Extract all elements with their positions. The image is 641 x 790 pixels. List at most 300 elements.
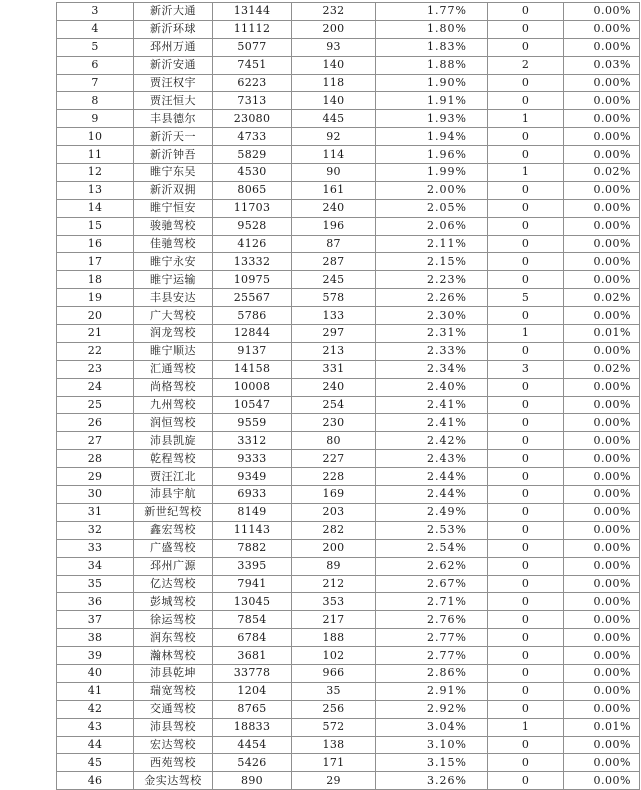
rank-cell: 44	[57, 736, 134, 754]
table-row	[57, 557, 640, 575]
table-row	[57, 199, 640, 217]
school-name-cell: 徐运驾校	[134, 611, 213, 629]
incident-cell: 0	[488, 92, 564, 110]
rate-cell: 2.44%	[376, 468, 488, 486]
count-cell: 196	[292, 217, 376, 235]
incident-cell: 0	[488, 629, 564, 647]
count-cell: 203	[292, 503, 376, 521]
total-cell: 6784	[213, 629, 292, 647]
incident-rate-cell: 0.00%	[564, 3, 640, 21]
total-cell: 4126	[213, 235, 292, 253]
incident-cell: 0	[488, 307, 564, 325]
count-cell: 572	[292, 718, 376, 736]
incident-cell: 0	[488, 503, 564, 521]
incident-cell: 5	[488, 289, 564, 307]
incident-rate-cell: 0.00%	[564, 92, 640, 110]
total-cell: 8065	[213, 181, 292, 199]
rank-cell: 3	[57, 3, 134, 21]
incident-cell: 0	[488, 235, 564, 253]
total-cell: 1204	[213, 682, 292, 700]
incident-cell: 0	[488, 396, 564, 414]
incident-rate-cell: 0.00%	[564, 629, 640, 647]
count-cell: 35	[292, 682, 376, 700]
incident-rate-cell: 0.00%	[564, 342, 640, 360]
rate-cell: 2.33%	[376, 342, 488, 360]
incident-cell: 0	[488, 253, 564, 271]
table-row	[57, 164, 640, 182]
rank-cell: 11	[57, 146, 134, 164]
school-name-cell: 宏达驾校	[134, 736, 213, 754]
rank-cell: 17	[57, 253, 134, 271]
rank-cell: 35	[57, 575, 134, 593]
incident-rate-cell: 0.00%	[564, 199, 640, 217]
rate-cell: 2.71%	[376, 593, 488, 611]
incident-rate-cell: 0.00%	[564, 217, 640, 235]
table-row	[57, 664, 640, 682]
rate-cell: 3.26%	[376, 772, 488, 790]
incident-rate-cell: 0.00%	[564, 700, 640, 718]
total-cell: 9333	[213, 450, 292, 468]
table-row	[57, 217, 640, 235]
table-body	[57, 3, 640, 790]
table-row	[57, 20, 640, 38]
incident-cell: 0	[488, 772, 564, 790]
rank-cell: 43	[57, 718, 134, 736]
school-name-cell: 交通驾校	[134, 700, 213, 718]
incident-cell: 0	[488, 3, 564, 21]
school-name-cell: 瑞宽驾校	[134, 682, 213, 700]
school-name-cell: 尚格驾校	[134, 378, 213, 396]
total-cell: 4733	[213, 128, 292, 146]
table-row	[57, 74, 640, 92]
total-cell: 3395	[213, 557, 292, 575]
incident-cell: 1	[488, 718, 564, 736]
rate-cell: 2.44%	[376, 486, 488, 504]
school-name-cell: 广盛驾校	[134, 539, 213, 557]
incident-rate-cell: 0.03%	[564, 56, 640, 74]
total-cell: 12844	[213, 325, 292, 343]
total-cell: 10008	[213, 378, 292, 396]
total-cell: 11112	[213, 20, 292, 38]
rank-cell: 30	[57, 486, 134, 504]
rank-cell: 8	[57, 92, 134, 110]
total-cell: 9349	[213, 468, 292, 486]
incident-rate-cell: 0.00%	[564, 181, 640, 199]
count-cell: 90	[292, 164, 376, 182]
incident-cell: 0	[488, 575, 564, 593]
school-name-cell: 彭城驾校	[134, 593, 213, 611]
rate-cell: 2.23%	[376, 271, 488, 289]
rank-cell: 33	[57, 539, 134, 557]
incident-cell: 1	[488, 110, 564, 128]
table-row	[57, 378, 640, 396]
school-name-cell: 润龙驾校	[134, 325, 213, 343]
incident-cell: 0	[488, 539, 564, 557]
total-cell: 5786	[213, 307, 292, 325]
count-cell: 133	[292, 307, 376, 325]
rate-cell: 1.77%	[376, 3, 488, 21]
incident-cell: 3	[488, 360, 564, 378]
school-name-cell: 新沂天一	[134, 128, 213, 146]
total-cell: 4454	[213, 736, 292, 754]
rate-cell: 1.83%	[376, 38, 488, 56]
rate-cell: 2.05%	[376, 199, 488, 217]
count-cell: 245	[292, 271, 376, 289]
rate-cell: 1.96%	[376, 146, 488, 164]
school-name-cell: 新沂双拥	[134, 181, 213, 199]
total-cell: 3312	[213, 432, 292, 450]
rank-cell: 25	[57, 396, 134, 414]
rate-cell: 2.91%	[376, 682, 488, 700]
rank-cell: 46	[57, 772, 134, 790]
incident-rate-cell: 0.00%	[564, 432, 640, 450]
count-cell: 29	[292, 772, 376, 790]
rank-cell: 16	[57, 235, 134, 253]
total-cell: 8765	[213, 700, 292, 718]
table-row	[57, 56, 640, 74]
count-cell: 169	[292, 486, 376, 504]
count-cell: 89	[292, 557, 376, 575]
incident-rate-cell: 0.00%	[564, 575, 640, 593]
incident-cell: 0	[488, 486, 564, 504]
incident-cell: 1	[488, 325, 564, 343]
rate-cell: 2.06%	[376, 217, 488, 235]
rate-cell: 3.04%	[376, 718, 488, 736]
school-name-cell: 丰县德尔	[134, 110, 213, 128]
incident-rate-cell: 0.00%	[564, 110, 640, 128]
incident-rate-cell: 0.00%	[564, 754, 640, 772]
school-name-cell: 丰县安达	[134, 289, 213, 307]
total-cell: 13144	[213, 3, 292, 21]
table-row	[57, 629, 640, 647]
school-name-cell: 邳州广源	[134, 557, 213, 575]
count-cell: 140	[292, 92, 376, 110]
total-cell: 9559	[213, 414, 292, 432]
count-cell: 578	[292, 289, 376, 307]
incident-cell: 0	[488, 74, 564, 92]
rank-cell: 39	[57, 647, 134, 665]
rate-cell: 2.00%	[376, 181, 488, 199]
incident-cell: 0	[488, 682, 564, 700]
rank-cell: 27	[57, 432, 134, 450]
school-name-cell: 贾汪恒大	[134, 92, 213, 110]
total-cell: 11703	[213, 199, 292, 217]
incident-cell: 0	[488, 432, 564, 450]
total-cell: 3681	[213, 647, 292, 665]
incident-rate-cell: 0.00%	[564, 235, 640, 253]
rate-cell: 1.99%	[376, 164, 488, 182]
incident-cell: 0	[488, 611, 564, 629]
table-row	[57, 307, 640, 325]
count-cell: 331	[292, 360, 376, 378]
rate-cell: 2.15%	[376, 253, 488, 271]
rate-cell: 3.10%	[376, 736, 488, 754]
rank-cell: 42	[57, 700, 134, 718]
table-row	[57, 468, 640, 486]
total-cell: 8149	[213, 503, 292, 521]
table-row	[57, 360, 640, 378]
table-row	[57, 718, 640, 736]
incident-rate-cell: 0.00%	[564, 396, 640, 414]
count-cell: 92	[292, 128, 376, 146]
rank-cell: 21	[57, 325, 134, 343]
incident-cell: 0	[488, 754, 564, 772]
total-cell: 10975	[213, 271, 292, 289]
school-name-cell: 沛县乾坤	[134, 664, 213, 682]
incident-cell: 0	[488, 271, 564, 289]
count-cell: 232	[292, 3, 376, 21]
rank-cell: 4	[57, 20, 134, 38]
school-name-cell: 西苑驾校	[134, 754, 213, 772]
rank-cell: 24	[57, 378, 134, 396]
table-row	[57, 575, 640, 593]
total-cell: 5829	[213, 146, 292, 164]
incident-rate-cell: 0.00%	[564, 772, 640, 790]
rank-cell: 12	[57, 164, 134, 182]
school-name-cell: 瀚林驾校	[134, 647, 213, 665]
incident-cell: 0	[488, 38, 564, 56]
rank-cell: 20	[57, 307, 134, 325]
table-row	[57, 736, 640, 754]
table-row	[57, 611, 640, 629]
count-cell: 353	[292, 593, 376, 611]
incident-rate-cell: 0.00%	[564, 271, 640, 289]
school-name-cell: 骏驰驾校	[134, 217, 213, 235]
incident-rate-cell: 0.00%	[564, 307, 640, 325]
rate-cell: 2.41%	[376, 396, 488, 414]
total-cell: 6933	[213, 486, 292, 504]
total-cell: 4530	[213, 164, 292, 182]
total-cell: 5426	[213, 754, 292, 772]
incident-rate-cell: 0.02%	[564, 289, 640, 307]
incident-rate-cell: 0.00%	[564, 682, 640, 700]
rank-cell: 45	[57, 754, 134, 772]
school-name-cell: 邳州万通	[134, 38, 213, 56]
total-cell: 23080	[213, 110, 292, 128]
school-name-cell: 润东驾校	[134, 629, 213, 647]
count-cell: 200	[292, 539, 376, 557]
school-name-cell: 沛县凯旋	[134, 432, 213, 450]
count-cell: 287	[292, 253, 376, 271]
table-row	[57, 450, 640, 468]
total-cell: 25567	[213, 289, 292, 307]
incident-rate-cell: 0.00%	[564, 611, 640, 629]
incident-rate-cell: 0.00%	[564, 253, 640, 271]
school-name-cell: 睢宁东吴	[134, 164, 213, 182]
table-row	[57, 289, 640, 307]
total-cell: 13332	[213, 253, 292, 271]
count-cell: 213	[292, 342, 376, 360]
incident-rate-cell: 0.00%	[564, 74, 640, 92]
rate-cell: 2.62%	[376, 557, 488, 575]
total-cell: 890	[213, 772, 292, 790]
total-cell: 9528	[213, 217, 292, 235]
rate-cell: 1.91%	[376, 92, 488, 110]
incident-rate-cell: 0.00%	[564, 468, 640, 486]
rank-cell: 41	[57, 682, 134, 700]
table-row	[57, 3, 640, 21]
rank-cell: 5	[57, 38, 134, 56]
rank-cell: 31	[57, 503, 134, 521]
school-name-cell: 金实达驾校	[134, 772, 213, 790]
incident-cell: 0	[488, 378, 564, 396]
count-cell: 240	[292, 199, 376, 217]
total-cell: 33778	[213, 664, 292, 682]
table-row	[57, 146, 640, 164]
driving-school-stats-table	[56, 2, 640, 790]
total-cell: 7854	[213, 611, 292, 629]
rate-cell: 2.92%	[376, 700, 488, 718]
total-cell: 7451	[213, 56, 292, 74]
table-row	[57, 539, 640, 557]
count-cell: 227	[292, 450, 376, 468]
rate-cell: 2.67%	[376, 575, 488, 593]
school-name-cell: 汇通驾校	[134, 360, 213, 378]
count-cell: 217	[292, 611, 376, 629]
table-row	[57, 486, 640, 504]
count-cell: 140	[292, 56, 376, 74]
school-name-cell: 新沂环球	[134, 20, 213, 38]
incident-rate-cell: 0.00%	[564, 521, 640, 539]
incident-rate-cell: 0.00%	[564, 539, 640, 557]
table-row	[57, 503, 640, 521]
table-row	[57, 128, 640, 146]
total-cell: 14158	[213, 360, 292, 378]
incident-cell: 0	[488, 664, 564, 682]
count-cell: 114	[292, 146, 376, 164]
count-cell: 161	[292, 181, 376, 199]
table-row	[57, 325, 640, 343]
incident-cell: 0	[488, 468, 564, 486]
incident-cell: 0	[488, 450, 564, 468]
table-row	[57, 700, 640, 718]
rank-cell: 23	[57, 360, 134, 378]
incident-cell: 0	[488, 736, 564, 754]
count-cell: 230	[292, 414, 376, 432]
incident-rate-cell: 0.00%	[564, 736, 640, 754]
rank-cell: 37	[57, 611, 134, 629]
school-name-cell: 佳驰驾校	[134, 235, 213, 253]
total-cell: 6223	[213, 74, 292, 92]
rank-cell: 40	[57, 664, 134, 682]
incident-rate-cell: 0.00%	[564, 414, 640, 432]
rank-cell: 13	[57, 181, 134, 199]
school-name-cell: 睢宁永安	[134, 253, 213, 271]
table-row	[57, 772, 640, 790]
total-cell: 7941	[213, 575, 292, 593]
table-row	[57, 682, 640, 700]
incident-rate-cell: 0.00%	[564, 146, 640, 164]
incident-rate-cell: 0.00%	[564, 647, 640, 665]
count-cell: 212	[292, 575, 376, 593]
rate-cell: 1.88%	[376, 56, 488, 74]
rate-cell: 2.77%	[376, 629, 488, 647]
total-cell: 13045	[213, 593, 292, 611]
count-cell: 102	[292, 647, 376, 665]
school-name-cell: 九州驾校	[134, 396, 213, 414]
count-cell: 966	[292, 664, 376, 682]
rate-cell: 2.77%	[376, 647, 488, 665]
incident-cell: 0	[488, 557, 564, 575]
table-row	[57, 414, 640, 432]
count-cell: 297	[292, 325, 376, 343]
rank-cell: 14	[57, 199, 134, 217]
count-cell: 256	[292, 700, 376, 718]
count-cell: 188	[292, 629, 376, 647]
table-row	[57, 754, 640, 772]
rate-cell: 2.42%	[376, 432, 488, 450]
table-row	[57, 521, 640, 539]
school-name-cell: 睢宁运输	[134, 271, 213, 289]
incident-cell: 0	[488, 414, 564, 432]
count-cell: 118	[292, 74, 376, 92]
incident-rate-cell: 0.00%	[564, 557, 640, 575]
school-name-cell: 广大驾校	[134, 307, 213, 325]
incident-cell: 1	[488, 164, 564, 182]
count-cell: 80	[292, 432, 376, 450]
rate-cell: 2.53%	[376, 521, 488, 539]
table-row	[57, 647, 640, 665]
rate-cell: 3.15%	[376, 754, 488, 772]
rate-cell: 2.34%	[376, 360, 488, 378]
school-name-cell: 新世纪驾校	[134, 503, 213, 521]
incident-rate-cell: 0.00%	[564, 503, 640, 521]
rate-cell: 2.40%	[376, 378, 488, 396]
incident-rate-cell: 0.02%	[564, 164, 640, 182]
rank-cell: 26	[57, 414, 134, 432]
rank-cell: 18	[57, 271, 134, 289]
count-cell: 240	[292, 378, 376, 396]
total-cell: 9137	[213, 342, 292, 360]
school-name-cell: 乾程驾校	[134, 450, 213, 468]
incident-cell: 2	[488, 56, 564, 74]
count-cell: 282	[292, 521, 376, 539]
count-cell: 254	[292, 396, 376, 414]
rank-cell: 34	[57, 557, 134, 575]
rate-cell: 2.54%	[376, 539, 488, 557]
incident-cell: 0	[488, 128, 564, 146]
total-cell: 7313	[213, 92, 292, 110]
incident-cell: 0	[488, 146, 564, 164]
rate-cell: 2.30%	[376, 307, 488, 325]
rank-cell: 7	[57, 74, 134, 92]
table-row	[57, 396, 640, 414]
count-cell: 171	[292, 754, 376, 772]
incident-cell: 0	[488, 593, 564, 611]
incident-rate-cell: 0.01%	[564, 325, 640, 343]
incident-rate-cell: 0.00%	[564, 378, 640, 396]
incident-cell: 0	[488, 20, 564, 38]
incident-cell: 0	[488, 342, 564, 360]
incident-rate-cell: 0.00%	[564, 38, 640, 56]
total-cell: 18833	[213, 718, 292, 736]
count-cell: 228	[292, 468, 376, 486]
rate-cell: 1.90%	[376, 74, 488, 92]
incident-rate-cell: 0.02%	[564, 360, 640, 378]
incident-cell: 0	[488, 647, 564, 665]
table-row	[57, 342, 640, 360]
school-name-cell: 睢宁顺达	[134, 342, 213, 360]
incident-rate-cell: 0.00%	[564, 593, 640, 611]
total-cell: 11143	[213, 521, 292, 539]
total-cell: 7882	[213, 539, 292, 557]
rate-cell: 1.93%	[376, 110, 488, 128]
rank-cell: 15	[57, 217, 134, 235]
table-row	[57, 593, 640, 611]
school-name-cell: 润恒驾校	[134, 414, 213, 432]
total-cell: 10547	[213, 396, 292, 414]
rate-cell: 2.11%	[376, 235, 488, 253]
